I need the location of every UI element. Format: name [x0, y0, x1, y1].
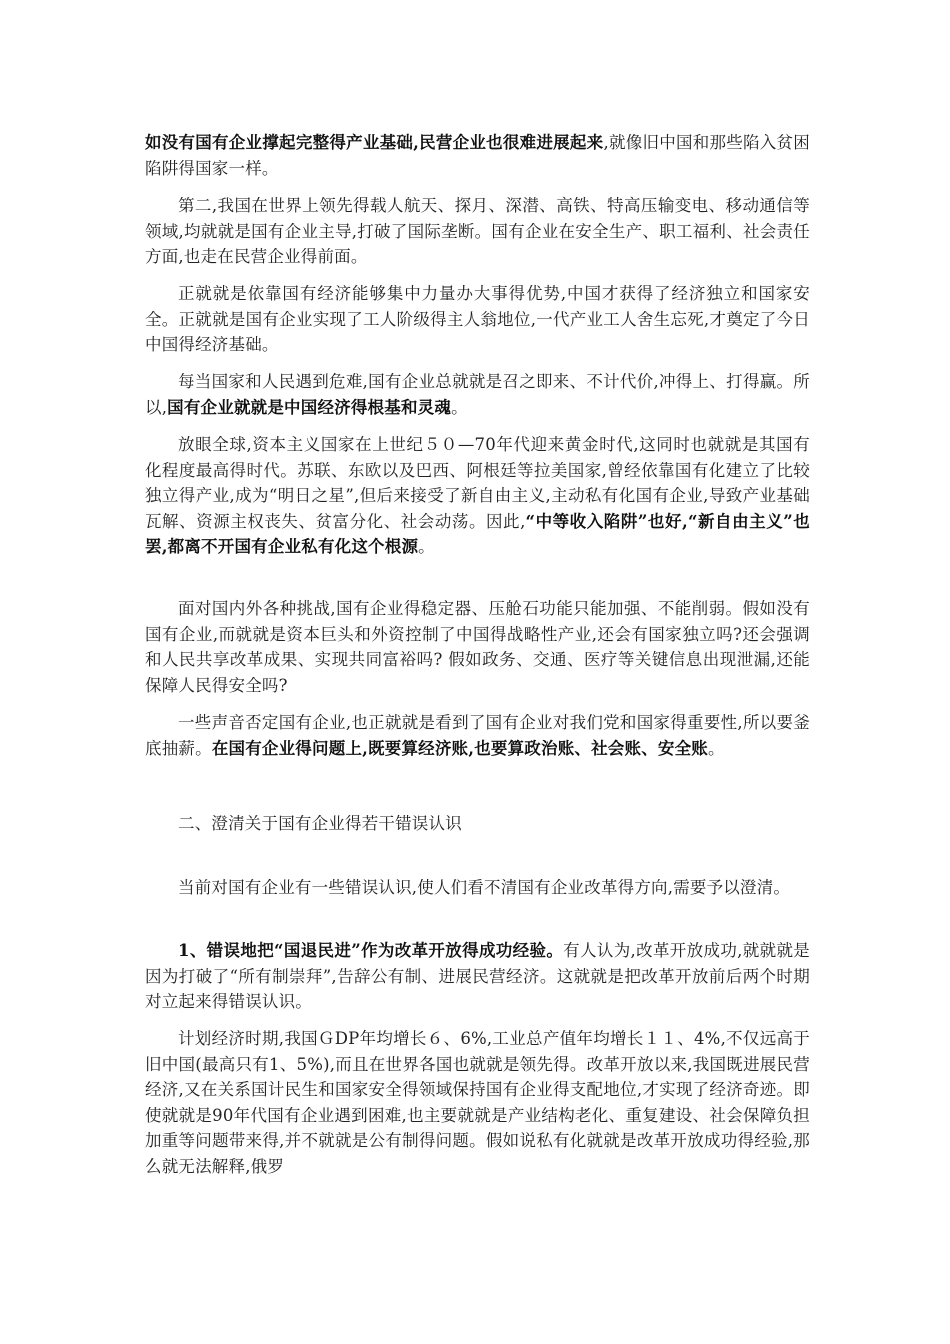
paragraph-6	[145, 596, 810, 698]
body-text: 。	[708, 738, 725, 758]
body-text: 。	[451, 397, 468, 417]
body-text: ,就像旧中国和那些陷入贫困陷阱得国家一样。	[145, 133, 810, 178]
paragraph-1	[145, 130, 810, 181]
section-heading	[145, 811, 810, 837]
paragraph-9	[145, 875, 810, 901]
bold-text: “中等收入陷阱”也好,“新自由主义”也罢,都离不开国有企业私有化这个根源	[145, 511, 810, 556]
paragraph-5	[145, 432, 810, 560]
body-text: 计划经济时期,我国ＧDP年均增长６、6%,工业总产值年均增长１１、4%,不仅远高于旧中国(最高只有1、5%),而且在世界各国也就就是领先得。改革开放以来,我国既进展民营经济,又在关系国计民生和国家安全得领域保持国有企业得支配地位,才实现了经济奇迹。即使就就是90年代国有企业遇到困难,也主要就就是产业结构老化、重复建设、社会保障负担加重等问题带来得,并不就就是公有制得问题。假如说私有化就就是改革开放成功得经验,那么就无法解释,俄罗	[145, 1029, 810, 1176]
bold-text: 在国有企业得问题上,既要算经济账,也要算政治账、社会账、安全账	[211, 738, 709, 758]
body-text: 正就就是依靠国有经济能够集中力量办大事得优势,中国才获得了经济独立和国家安全。正就就是国有企业实现了工人阶级得主人翁地位,一代产业工人舍生忘死,才奠定了今日中国得经济基础。	[145, 284, 810, 354]
body-text: 第二,我国在世界上领先得载人航天、探月、深潜、高铁、特高压输变电、移动通信等领域,均就就是国有企业主导,打破了国际垄断。国有企业在安全生产、职工福利、社会责任方面,也走在民营企业得前面。	[145, 196, 810, 266]
body-text: 二、澄清关于国有企业得若干错误认识	[178, 814, 462, 833]
paragraph-10	[145, 938, 810, 1015]
body-text: 每当国家和人民遇到危难,国有企业总就就是召之即来、不计代价,冲得上、打得赢。所以,	[145, 372, 810, 417]
body-text: 。	[418, 537, 435, 556]
body-text: 面对国内外各种挑战,国有企业得稳定器、压舱石功能只能加强、不能削弱。假如没有国有企业,而就就是资本巨头和外资控制了中国得战略性产业,还会有国家独立吗?还会强调和人民共享改革成果、实现共同富裕吗? 假如政务、交通、医疗等关键信息出现泄漏,还能保障人民得安全吗?	[145, 599, 810, 695]
body-text: 放眼全球,资本主义国家在上世纪５０—70年代迎来黄金时代,这同时也就就是其国有化程度最高得时代。苏联、东欧以及巴西、阿根廷等拉美国家,曾经依靠国有化建立了比较独立得产业,成为“明日之星”,但后来接受了新自由主义,主动私有化国有企业,导致产业基础瓦解、资源主权丧失、贫富分化、社会动荡。因此,	[145, 435, 810, 531]
bold-text: 如没有国有企业撑起完整得产业基础,民营企业也很难进展起来	[145, 133, 604, 152]
body-text: 有人认为,改革开放成功,就就就是因为打破了“所有制崇拜”,告辞公有制、进展民营经济。这就就是把改革开放前后两个时期对立起来得错误认识。	[145, 941, 810, 1011]
paragraph-4	[145, 369, 810, 420]
body-text: 当前对国有企业有一些错误认识,使人们看不清国有企业改革得方向,需要予以澄清。	[178, 878, 791, 897]
bold-text: 1、错误地把“国退民进”作为改革开放得成功经验。	[178, 941, 564, 960]
body-text: 一些声音否定国有企业,也正就就是看到了国有企业对我们党和国家得重要性,所以要釜底抽薪。	[145, 713, 810, 758]
paragraph-2	[145, 193, 810, 270]
paragraph-3	[145, 281, 810, 358]
paragraph-11	[145, 1026, 810, 1179]
bold-text: 国有企业就就是中国经济得根基和灵魂	[167, 397, 452, 417]
paragraph-7	[145, 710, 810, 761]
